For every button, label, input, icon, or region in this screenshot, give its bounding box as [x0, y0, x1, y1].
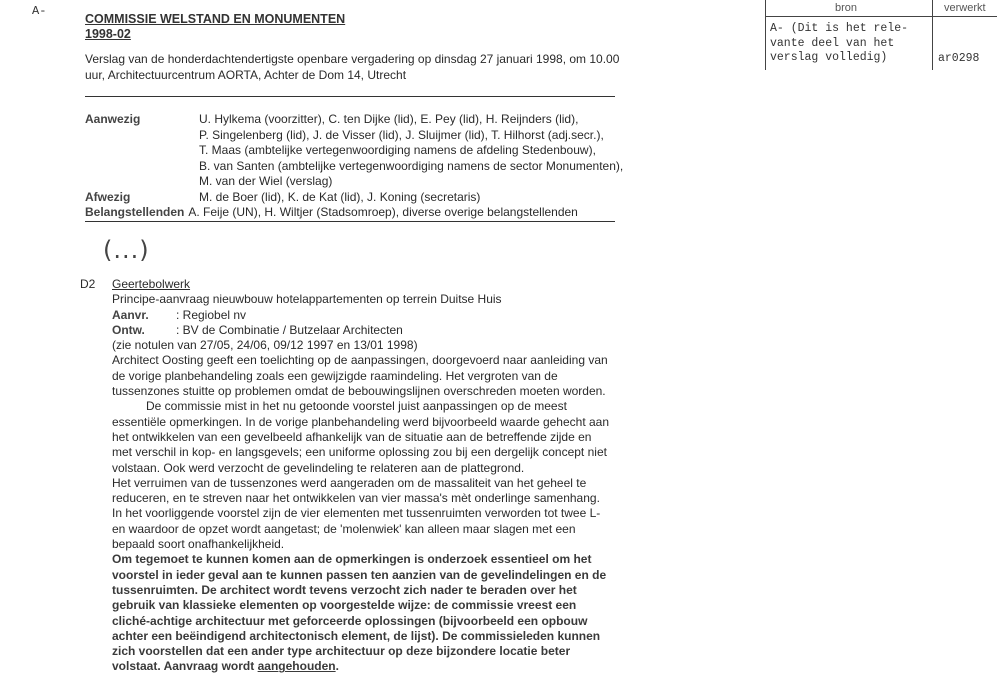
absent-list: M. de Boer (lid), K. de Kat (lid), J. Koning (secretaris)	[199, 189, 481, 204]
present-line: T. Maas (ambtelijke vertegenwoordiging namens de afdeling Stedenbouw),	[199, 143, 596, 157]
stakeholders-row	[85, 205, 623, 221]
source-table	[765, 0, 997, 70]
applicant-value: : Regiobel nv	[176, 307, 247, 322]
item-subject: Principe-aanvraag nieuwbouw hotelappartementen op terrein Duitse Huis	[112, 292, 502, 307]
paragraph	[112, 552, 612, 674]
designer-value: : BV de Combinatie / Butzelaar Architecten	[176, 322, 403, 337]
stakeholders-label: Belangstellenden	[85, 205, 185, 219]
omission-mark: (...)	[103, 236, 150, 264]
divider-top	[85, 96, 615, 97]
minutes-reference: (zie notulen van 27/05, 24/06, 09/12 1997 en 13/01 1998)	[112, 338, 418, 353]
period: .	[335, 659, 339, 674]
present-line: P. Singelenberg (lid), J. de Visser (lid), J. Sluijmer (lid), T. Hilhorst (adj.secr.),	[199, 127, 604, 142]
divider-bottom	[85, 221, 615, 222]
absent-label: Afwezig	[85, 189, 131, 204]
source-cell	[770, 22, 908, 66]
present-line: M. van der Wiel (verslag)	[199, 174, 333, 188]
stakeholders-list: A. Feije (UN), H. Wiltjer (Stadsomroep), diverse overige belangstellenden	[188, 205, 578, 219]
document-title-block	[85, 12, 345, 42]
document-title: COMMISSIE WELSTAND EN MONUMENTEN	[85, 12, 346, 26]
applicant-row	[112, 308, 612, 323]
source-line: A- (Dit is het rele-	[770, 22, 909, 35]
present-line: B. van Santen (ambtelijke vertegenwoordiging namens de sector Monumenten),	[199, 158, 624, 173]
attendance-block	[85, 112, 623, 221]
source-line: verslag volledig)	[770, 51, 888, 64]
table-divider	[932, 0, 933, 70]
decision-text: aangehouden	[257, 659, 336, 674]
present-row	[85, 112, 623, 190]
paragraph-text: Om tegemoet te kunnen komen aan de opmerkingen is onderzoek essentieel om het voorstel in ieder geval aan te kunnen passen ten aanzien van de gevelindelingen en de tussenruimten. De architect wordt tevens verzocht zich nader te beraden over het gebruik van klassieke elementen op voorgestelde wijze: de commissie vreest een cliché-achtige architectuur met geforceerde oplossingen (bijvoorbeeld een opbouw achter een beëindigend architectonisch element, de lijst). De commissieleden kunnen zich voorstellen dat een ander type architectuur op deze bijzondere locatie beter volstaat. Aanvraag wordt	[112, 552, 607, 674]
meeting-intro: Verslag van de honderdachtendertigste openbare vergadering op dinsdag 27 januari 1998, om 10.00 uur, Architectuurcentrum AORTA, Achter de Dom 14, Utrecht	[85, 52, 620, 82]
absent-row	[85, 190, 623, 206]
paragraph: Het verruimen van de tussenzones werd aangeraden om de massaliteit van het geheel te reduceren, en te streven naar het ontwikkelen van vier massa's mèt onderlinge samenhang. In het voorliggende voorstel zijn de vier elementen met tussenruimten verworden tot twee L-en waardoor de opzet wordt aangetast; de 'molenwiek' kan alleen maar slagen met een bepaald soort onafhankelijkheid.	[112, 475, 601, 552]
source-line: vante deel van het	[770, 36, 895, 50]
item-title: Geertebolwerk	[112, 277, 191, 291]
paragraph: Architect Oosting geeft een toelichting op de aanpassingen, doorgevoerd naar aanleiding van de vorige planbehandeling zoals een gewijzigde raamindeling. Het vergroten van de tussenzones stuitte op problemen omdat de bebouwingslijnen overschreden moeten worden.	[112, 353, 608, 399]
table-border-left	[765, 0, 766, 70]
applicant-label: Aanvr.	[112, 307, 149, 322]
designer-label: Ontw.	[112, 322, 145, 337]
paragraph: De commissie mist in het nu getoonde voorstel juist aanpassingen op de meest essentiële opmerkingen. In de vorige planbehandeling werd bijvoorbeeld waarde gehecht aan het ontwikkelen van een gevelbeeld afhankelijk van de situatie aan de betreffende zijde en met verschil in kop- en langsgevels; een uniforme oplossing zou bij een dergelijk concept niet volstaan. Ook werd verzocht de gevelindeling te relateren aan de plattegrond.	[112, 399, 610, 475]
table-header-rule	[765, 16, 997, 17]
header-processed: verwerkt	[944, 2, 986, 14]
item-code: D2	[80, 277, 96, 291]
processed-cell: ar0298	[938, 52, 980, 65]
document-number: 1998-02	[85, 27, 131, 41]
agenda-item	[112, 277, 612, 675]
present-label: Aanwezig	[85, 112, 141, 126]
designer-row	[112, 323, 612, 338]
corner-mark: A-	[32, 4, 47, 18]
present-list	[199, 112, 623, 190]
present-line: U. Hylkema (voorzitter), C. ten Dijke (lid), E. Pey (lid), H. Reijnders (lid),	[199, 112, 579, 126]
header-source: bron	[835, 2, 858, 14]
